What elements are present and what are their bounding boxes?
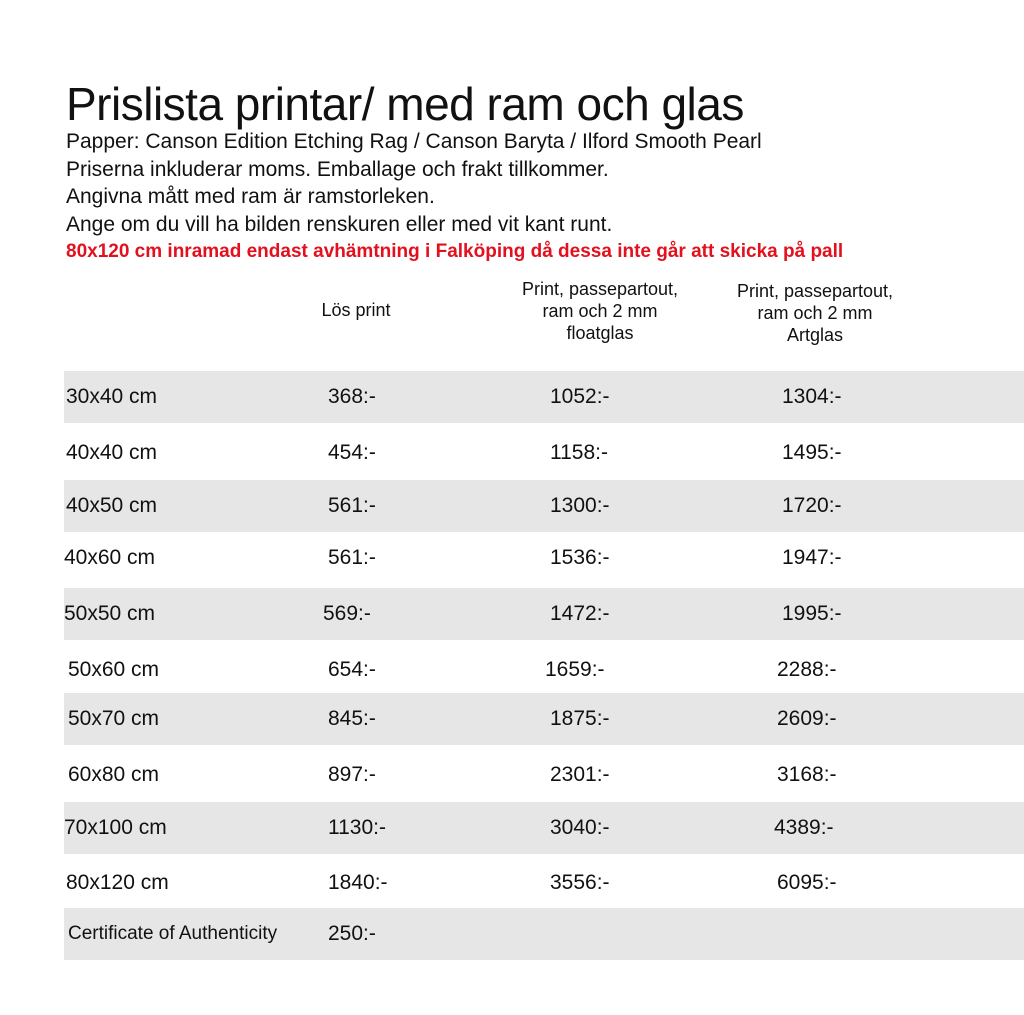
art-price-cell: 1304:- [782, 385, 842, 408]
float-price-cell: 1536:- [550, 546, 610, 569]
header-art-line: ram och 2 mm [757, 303, 873, 323]
art-price-cell: 3168:- [777, 763, 837, 786]
header-float-line: floatglas [566, 323, 634, 343]
header-art-line: Print, passepartout, [736, 281, 894, 301]
trim-info: Ange om du vill ha bilden renskuren eller med vit kant runt. [66, 212, 613, 236]
price-row [64, 644, 1024, 696]
size-cell: 50x50 cm [64, 602, 156, 625]
art-price-cell: 1720:- [782, 494, 842, 517]
loose-price-cell: 845:- [328, 707, 376, 730]
loose-price-cell: 897:- [328, 763, 376, 786]
certificate-price: 250:- [328, 922, 376, 945]
float-price-cell: 3040:- [550, 816, 610, 839]
float-price-cell: 1052:- [550, 385, 610, 408]
header-loose-print [296, 299, 416, 321]
certificate-row [64, 908, 1024, 960]
price-row [64, 802, 1024, 854]
info-block [66, 128, 1016, 266]
header-artglas [705, 280, 925, 346]
art-price-cell: 2609:- [777, 707, 837, 730]
size-cell: 60x80 cm [68, 763, 160, 786]
size-cell: 70x100 cm [64, 816, 167, 839]
art-price-cell: 6095:- [777, 871, 837, 894]
float-price-cell: 1472:- [550, 602, 610, 625]
size-cell: 50x70 cm [68, 707, 160, 730]
art-price-cell: 1947:- [782, 546, 842, 569]
size-cell: 50x60 cm [68, 658, 160, 681]
price-row [64, 588, 1024, 640]
header-floatglas [490, 278, 710, 344]
loose-price-cell: 368:- [328, 385, 376, 408]
price-row [64, 857, 1024, 909]
pickup-notice: 80x120 cm inramad endast avhämtning i Falköping då dessa inte går att skicka på pall [66, 241, 844, 262]
paper-info: Papper: Canson Edition Etching Rag / Canson Baryta / Ilford Smooth Pearl [66, 130, 762, 153]
price-row [64, 371, 1024, 423]
float-price-cell: 1300:- [550, 494, 610, 517]
price-row [64, 532, 1024, 584]
price-row [64, 427, 1024, 479]
frame-size-info: Angivna mått med ram är ramstorleken. [66, 185, 435, 208]
header-float-line: ram och 2 mm [542, 301, 658, 321]
loose-price-cell: 1130:- [328, 816, 386, 839]
float-price-cell: 1659:- [545, 658, 605, 681]
loose-price-cell: 561:- [328, 494, 376, 517]
vat-info: Priserna inkluderar moms. Emballage och frakt tillkommer. [66, 157, 609, 181]
size-cell: 40x50 cm [66, 494, 158, 517]
art-price-cell: 1495:- [782, 441, 842, 464]
loose-price-cell: 454:- [328, 441, 376, 464]
price-row [64, 480, 1024, 532]
size-cell: 40x60 cm [64, 546, 156, 569]
price-row [64, 693, 1024, 745]
loose-price-cell: 569:- [323, 602, 371, 625]
header-art-line: Artglas [786, 325, 844, 345]
size-cell: 80x120 cm [66, 871, 169, 894]
loose-price-cell: 1840:- [328, 871, 388, 894]
art-price-cell: 2288:- [777, 658, 837, 681]
float-price-cell: 1875:- [550, 707, 610, 730]
loose-price-cell: 654:- [328, 658, 376, 681]
page-title: Prislista printar/ med ram och glas [66, 78, 744, 130]
float-price-cell: 3556:- [550, 871, 610, 894]
header-float-line: Print, passepartout, [521, 279, 679, 299]
art-price-cell: 4389:- [774, 816, 834, 839]
price-row [64, 749, 1024, 801]
header-loose-line: Lös print [321, 300, 391, 320]
loose-price-cell: 561:- [328, 546, 376, 569]
float-price-cell: 2301:- [550, 763, 610, 786]
certificate-label: Certificate of Authenticity [68, 923, 278, 944]
size-cell: 30x40 cm [66, 385, 158, 408]
art-price-cell: 1995:- [782, 602, 842, 625]
size-cell: 40x40 cm [66, 441, 158, 464]
float-price-cell: 1158:- [550, 441, 608, 464]
